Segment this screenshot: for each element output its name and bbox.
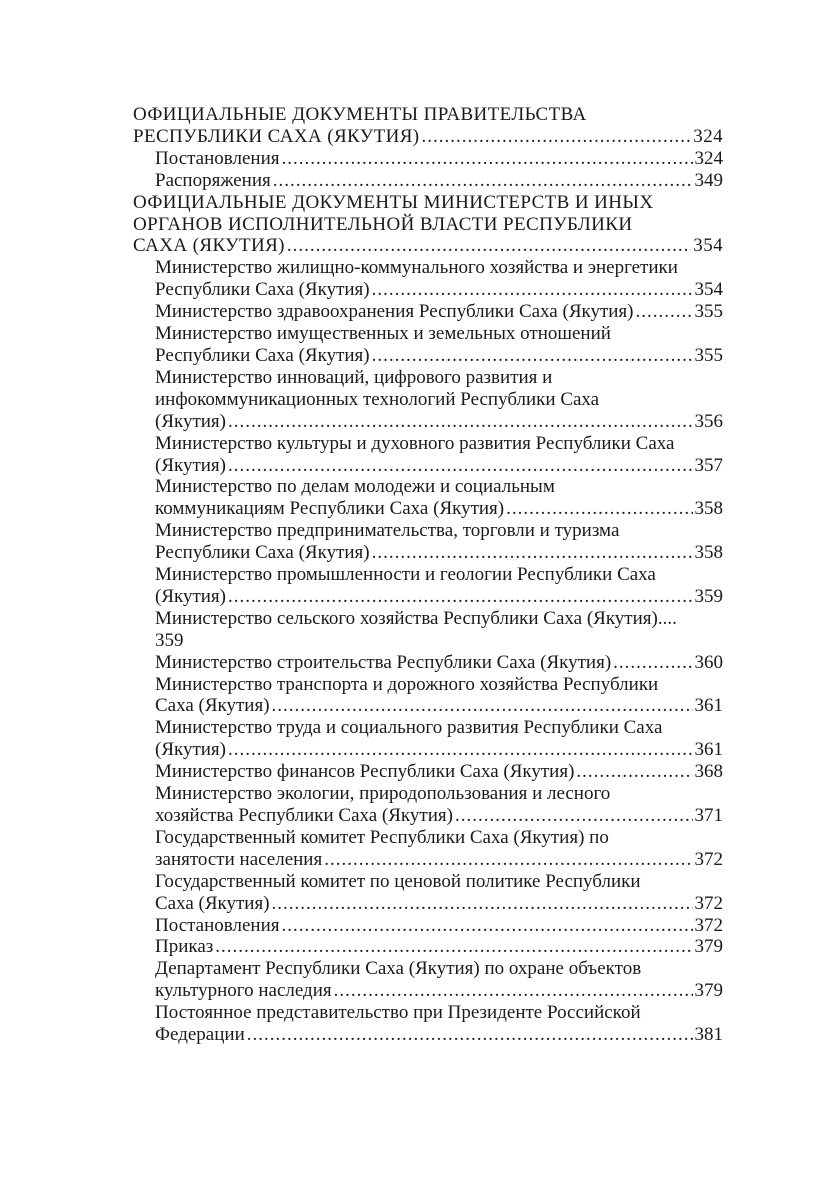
dot-leader (636, 301, 693, 323)
toc-page-number: 360 (694, 651, 723, 673)
dot-leader (372, 345, 693, 367)
toc-entry-title: Республики Саха (Якутия) (155, 542, 370, 564)
toc-entry-title: Федерации (155, 1024, 245, 1046)
toc-entry-title: ОРГАНОВ ИСПОЛНИТЕЛЬНОЙ ВЛАСТИ РЕСПУБЛИКИ (133, 213, 633, 235)
toc-entry-line (133, 783, 723, 805)
toc-entry-title: Министерство труда и социального развития Республики Саха (155, 717, 663, 739)
toc-page-number: 356 (694, 410, 723, 432)
toc-entry-line (133, 345, 723, 367)
toc-entry-title: Министерство здравоохранения Республики Саха (Якутия) (155, 301, 634, 323)
toc-entry-line (133, 915, 723, 937)
toc-page-number: 379 (694, 936, 723, 958)
dot-leader (247, 1024, 693, 1046)
toc-entry-title: Приказ (155, 936, 214, 958)
table-of-contents (133, 104, 723, 1046)
toc-entry-title: (Якутия) (155, 739, 226, 761)
toc-entry-title: Государственный комитет Республики Саха (Якутия) по (155, 826, 609, 848)
toc-entry-line (133, 542, 723, 564)
toc-entry-line (133, 958, 723, 980)
toc-page-number: 349 (694, 169, 723, 191)
toc-entry-line (133, 498, 723, 520)
toc-entry-title: Постановления (155, 914, 280, 936)
dot-leader (228, 586, 693, 608)
toc-entry-title: Саха (Якутия) (155, 695, 270, 717)
toc-page-number: 381 (694, 1024, 723, 1046)
toc-entry-title: Министерство промышленности и геологии Республики Саха (155, 564, 656, 586)
dot-leader (215, 936, 692, 958)
toc-page-number: 371 (694, 805, 723, 826)
toc-entry-title: Министерство экологии, природопользования и лесного (155, 783, 611, 805)
dot-leader (576, 761, 692, 783)
toc-entry-title: Республики Саха (Якутия) (155, 344, 370, 366)
toc-entry-title: САХА (ЯКУТИЯ) (133, 235, 285, 257)
toc-page-number: 379 (694, 980, 723, 1002)
toc-entry-title: Министерство культуры и духовного развития Республики Саха (155, 432, 675, 454)
toc-entry-title: Департамент Республики Саха (Якутия) по охране объектов (155, 958, 642, 980)
toc-entry-title: (Якутия) (155, 410, 226, 432)
toc-entry-line (133, 980, 723, 1002)
toc-section-heading-line (133, 214, 723, 236)
toc-entry-line (133, 170, 723, 192)
toc-entry-title: Министерство предпринимательства, торговли и туризма (155, 520, 620, 542)
dot-leader (273, 170, 693, 192)
toc-entry-line (133, 520, 723, 542)
toc-entry-title: Министерство жилищно-коммунального хозяйства и энергетики (155, 257, 678, 279)
toc-entry-line (133, 608, 723, 630)
toc-entry-line (133, 739, 723, 761)
toc-entry-title: Постоянное представительство при Президенте Российской (155, 1002, 641, 1024)
toc-entry-title: Министерство транспорта и дорожного хозяйства Республики (155, 673, 659, 695)
toc-entry-title: культурного наследия (155, 980, 332, 1002)
toc-entry-line (133, 761, 723, 783)
toc-entry-line (133, 586, 723, 608)
toc-page-number: 358 (694, 498, 723, 520)
toc-entry-title: (Якутия) (155, 585, 226, 607)
toc-entry-title: Министерство строительства Республики Саха (Якутия) (155, 651, 612, 673)
toc-entry-line (133, 630, 723, 652)
dot-leader (287, 235, 691, 257)
toc-entry-line (133, 257, 723, 279)
toc-entry-title: коммуникациям Республики Саха (Якутия) (155, 498, 505, 520)
toc-page-number: 358 (694, 542, 723, 564)
toc-entry-line (133, 367, 723, 389)
toc-page-number: 354 (693, 235, 723, 257)
toc-entry-line (133, 1002, 723, 1024)
toc-section-heading-line (133, 126, 723, 148)
toc-entry-title: Республики Саха (Якутия) (155, 279, 370, 301)
toc-entry-line (133, 455, 723, 477)
toc-entry-line (133, 893, 723, 915)
toc-entry-line (133, 301, 723, 323)
toc-page-number: 324 (693, 125, 723, 147)
toc-entry-line (133, 389, 723, 411)
toc-entry-title: хозяйства Республики Саха (Якутия) (155, 805, 453, 826)
toc-entry-line (133, 476, 723, 498)
toc-page-number: 355 (694, 301, 723, 323)
toc-entry-title: ОФИЦИАЛЬНЫЕ ДОКУМЕНТЫ ПРАВИТЕЛЬСТВА (133, 104, 587, 125)
toc-entry-line (133, 433, 723, 455)
toc-section-heading-line (133, 235, 723, 257)
toc-page-number: 324 (694, 147, 723, 169)
toc-section-heading-line (133, 104, 723, 126)
dot-leader (324, 849, 692, 871)
dot-leader (272, 695, 693, 717)
toc-page-number: 372 (694, 914, 723, 936)
dot-leader (372, 279, 693, 301)
toc-entry-line (133, 564, 723, 586)
dot-leader (334, 980, 693, 1002)
toc-entry-title: (Якутия) (155, 454, 226, 476)
toc-page-number: 368 (694, 761, 723, 783)
toc-entry-line (133, 717, 723, 739)
toc-page-number: 357 (694, 454, 723, 476)
toc-entry-title: Распоряжения (155, 169, 271, 191)
dot-leader (455, 805, 693, 827)
toc-entry-title: инфокоммуникационных технологий Республики Саха (155, 388, 600, 410)
toc-entry-line (133, 411, 723, 433)
toc-section-heading-line (133, 192, 723, 214)
toc-entry-line (133, 805, 723, 827)
dot-leader (281, 148, 692, 170)
toc-entry-title: ОФИЦИАЛЬНЫЕ ДОКУМЕНТЫ МИНИСТЕРСТВ И ИНЫХ (133, 191, 654, 213)
toc-entry-title: Министерство финансов Республики Саха (Якутия) (155, 761, 575, 783)
toc-entry-line (133, 695, 723, 717)
toc-entry-title: Саха (Якутия) (155, 892, 270, 914)
toc-entry-title: Министерство по делам молодежи и социальным (155, 476, 555, 498)
toc-page-number: 361 (694, 695, 723, 717)
toc-entry-line (133, 279, 723, 301)
toc-entry-line (133, 148, 723, 170)
toc-page-number: 361 (694, 739, 723, 761)
toc-entry-line (133, 936, 723, 958)
toc-entry-title: РЕСПУБЛИКИ САХА (ЯКУТИЯ) (133, 125, 420, 147)
toc-page-number: 372 (694, 848, 723, 870)
toc-entry-line (133, 674, 723, 696)
dot-leader (281, 915, 692, 937)
toc-page-number: 354 (694, 279, 723, 301)
toc-entry-title: Государственный комитет по ценовой политике Республики (155, 870, 641, 892)
toc-entry-line (133, 849, 723, 871)
toc-entry-line (133, 827, 723, 849)
dot-leader (272, 893, 693, 915)
toc-entry-title: 359 (155, 629, 184, 651)
toc-page-number: 355 (694, 344, 723, 366)
toc-entry-line (133, 1024, 723, 1046)
dot-leader (228, 739, 693, 761)
dot-leader (228, 455, 693, 477)
toc-page-number: 359 (694, 585, 723, 607)
dot-leader (613, 652, 692, 674)
toc-entry-title: Министерство инноваций, цифрового развития и (155, 366, 553, 388)
toc-entry-title: Министерство имущественных и земельных отношений (155, 323, 611, 345)
toc-entry-title: Постановления (155, 147, 280, 169)
dot-leader (506, 498, 692, 520)
toc-page-number: 372 (694, 892, 723, 914)
dot-leader (372, 542, 693, 564)
dot-leader (228, 411, 693, 433)
toc-entry-line (133, 652, 723, 674)
toc-entry-title: занятости населения (155, 848, 323, 870)
toc-entry-title: Министерство сельского хозяйства Республики Саха (Якутия).... (155, 607, 677, 629)
toc-entry-line (133, 323, 723, 345)
dot-leader (422, 126, 692, 148)
toc-entry-line (133, 871, 723, 893)
